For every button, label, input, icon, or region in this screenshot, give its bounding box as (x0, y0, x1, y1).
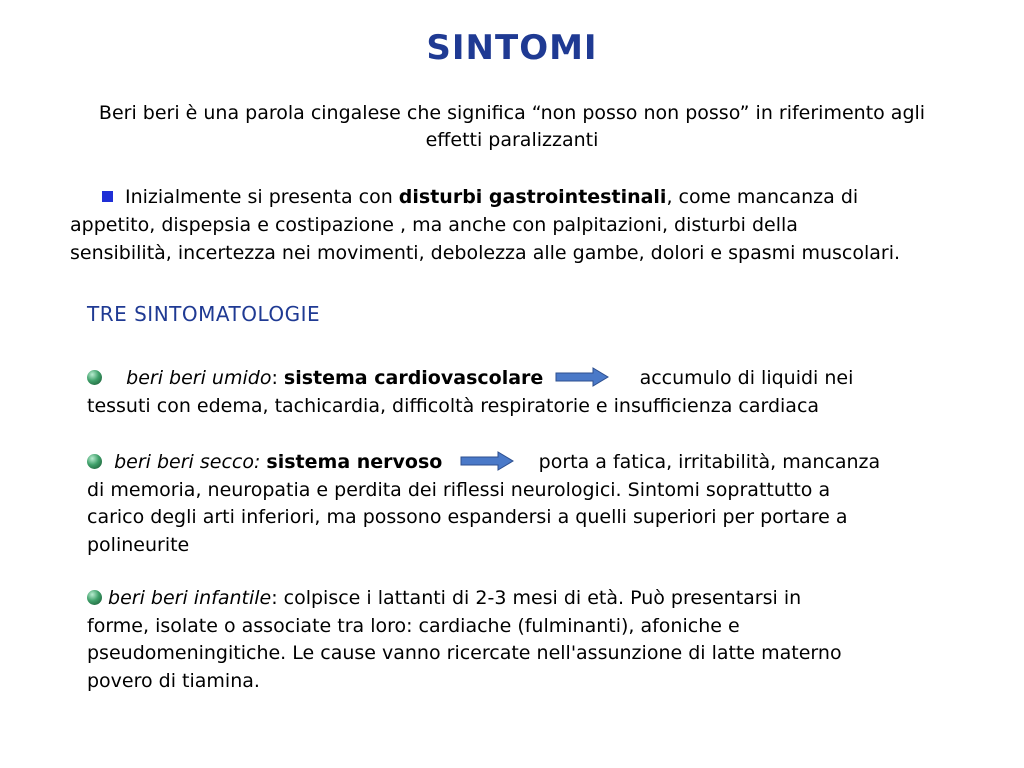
subtitle (40, 100, 984, 154)
symptom-type-infantile (87, 585, 947, 695)
subtitle-line-2: effetti paralizzanti (425, 129, 599, 151)
intro-line-3: sensibilità, incertezza nei movimenti, debolezza alle gambe, dolori e spasmi muscolari. (70, 242, 901, 264)
type-effect-line-1: porta a fatica, irritabilità, mancanza (538, 451, 881, 473)
symptom-type-dry (87, 449, 947, 559)
green-sphere-bullet-icon (87, 590, 102, 605)
type-name: beri beri infantile (108, 587, 272, 609)
intro-bold: disturbi gastrointestinali (398, 186, 667, 208)
type-sep: : (271, 367, 284, 389)
symptom-type-wet (87, 365, 947, 420)
type-effect-line-1: accumulo di liquidi nei (639, 367, 854, 389)
right-arrow-icon (555, 367, 609, 387)
type-effect-line-2: tessuti con edema, tachicardia, difficoltà respiratorie e insufficienza cardiaca (87, 394, 820, 417)
type-line-2: forme, isolate o associate tra loro: cardiache (fulminanti), afoniche e (87, 614, 740, 637)
type-effect-line-4: polineurite (87, 533, 190, 556)
type-name: beri beri secco: (114, 451, 261, 473)
type-line-3: pseudomeningitiche. Le cause vanno ricercate nell'assunzione di latte materno (87, 642, 842, 664)
right-arrow-icon (460, 451, 514, 471)
type-line-4: povero di tiamina. (87, 669, 260, 692)
intro-line-2: appetito, dispepsia e costipazione , ma anche con palpitazioni, disturbi della (70, 214, 798, 236)
type-line-1: : colpisce i lattanti di 2-3 mesi di età. Può presentarsi in (271, 587, 802, 609)
type-system: sistema cardiovascolare (283, 367, 544, 389)
green-sphere-bullet-icon (87, 454, 102, 469)
intro-rest: , come mancanza di (666, 186, 859, 208)
intro-paragraph (70, 183, 990, 267)
slide-title: SINTOMI (426, 28, 598, 68)
subtitle-line-1: Beri beri è una parola cingalese che significa “non posso non posso” in riferimento agli (98, 102, 926, 124)
intro-lead: Inizialmente si presenta con (125, 186, 399, 208)
type-name: beri beri umido (126, 367, 272, 389)
green-sphere-bullet-icon (87, 370, 102, 385)
type-system: sistema nervoso (266, 451, 443, 473)
square-bullet-icon (102, 191, 113, 202)
section-heading: TRE SINTOMATOLOGIE (87, 302, 321, 326)
type-effect-line-3: carico degli arti inferiori, ma possono espandersi a quelli superiori per portare a (87, 506, 848, 528)
type-effect-line-2: di memoria, neuropatia e perdita dei riflessi neurologici. Sintomi soprattutto a (87, 478, 831, 501)
